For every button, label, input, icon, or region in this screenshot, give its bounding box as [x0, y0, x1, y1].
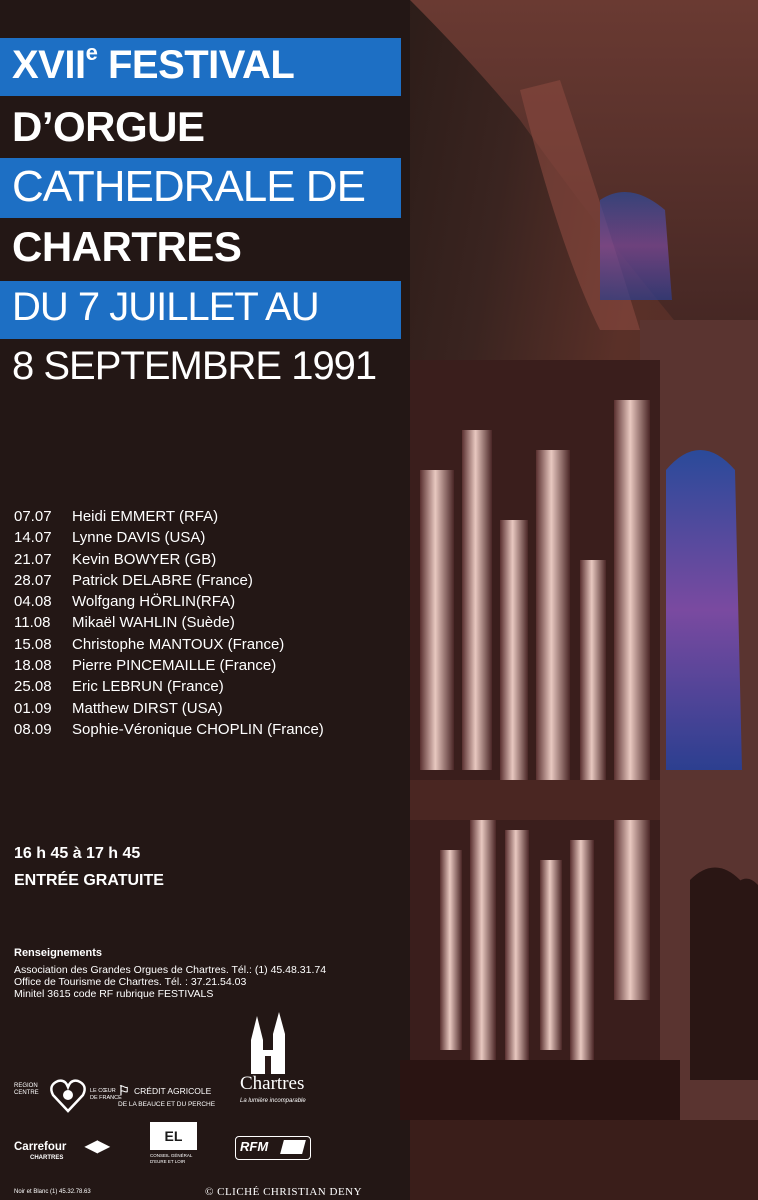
schedule-performer: Mikaël WAHLIN (Suède) — [72, 614, 235, 632]
region-centre-heart-icon — [48, 1075, 88, 1115]
schedule-row — [14, 698, 324, 719]
schedule-row — [14, 506, 324, 527]
festival-superscript: e — [85, 40, 98, 65]
schedule-row — [14, 549, 324, 570]
schedule-performer: Heidi EMMERT (RFA) — [72, 508, 219, 525]
schedule-performer: Pierre PINCEMAILLE (France) — [72, 657, 277, 675]
schedule-performer: Eric LEBRUN (France) — [72, 678, 224, 696]
schedule-row — [14, 591, 324, 612]
carrefour-icon: ◀▶ — [85, 1138, 110, 1155]
city-title: CHARTRES — [12, 223, 242, 270]
schedule-date: 01.09 — [14, 699, 52, 717]
schedule-performer: Christophe MANTOUX (France) — [72, 635, 285, 653]
schedule-row — [14, 655, 324, 676]
schedule-date: 11.08 — [14, 614, 51, 632]
conseil-general-label: CONSEIL GÉNÉRAL D'EURE ET LOIR — [150, 1153, 193, 1164]
schedule-date: 14.07 — [14, 529, 52, 547]
credit-agricole-name: CRÉDIT AGRICOLE — [134, 1086, 212, 1096]
schedule-date: 18.08 — [14, 657, 52, 675]
schedule-row — [14, 570, 324, 591]
schedule-date: 08.09 — [14, 720, 52, 738]
date-range-end: 8 SEPTEMBRE 1991 — [12, 344, 377, 388]
info-line-minitel: Minitel 3615 code RF rubrique FESTIVALS — [14, 988, 214, 1000]
rfm-label: RFM — [240, 1139, 269, 1154]
info-line-association: Association des Grandes Orgues de Chartres. Tél.: (1) 45.48.31.74 — [14, 964, 327, 976]
schedule-performer: Kevin BOWYER (GB) — [72, 550, 217, 568]
date-range-start: DU 7 JUILLET AU — [12, 285, 319, 329]
chartres-logo-text: Chartres — [240, 1073, 305, 1094]
schedule-performer: Patrick DELABRE (France) — [72, 571, 253, 589]
schedule-performer: Matthew DIRST (USA) — [72, 699, 223, 717]
cathedral-title: CATHEDRALE DE — [12, 162, 365, 211]
chartres-tagline: La lumière incomparable — [240, 1098, 306, 1104]
schedule-date: 25.08 — [14, 678, 52, 696]
schedule-date: 21.07 — [14, 550, 52, 568]
schedule-row — [14, 676, 324, 697]
organ-title: D’ORGUE — [12, 103, 205, 150]
rfm-flag-icon — [280, 1140, 306, 1154]
credit-agricole-icon: ⚐ — [118, 1083, 130, 1098]
region-centre-label: REGION CENTRE — [14, 1083, 39, 1096]
info-title: Renseignements — [14, 947, 103, 959]
schedule-date: 04.08 — [14, 593, 52, 611]
schedule-performer: Lynne DAVIS (USA) — [72, 529, 206, 547]
festival-title — [12, 40, 294, 88]
schedule-row — [14, 634, 324, 655]
carrefour-name: Carrefour — [14, 1141, 67, 1153]
conseil-general-icon: EL — [150, 1122, 197, 1150]
schedule-row — [14, 719, 324, 740]
schedule-performer: Sophie-Véronique CHOPLIN (France) — [72, 720, 324, 738]
schedule-row — [14, 527, 324, 548]
carrefour-sub: CHARTRES — [30, 1155, 64, 1161]
concert-schedule — [14, 506, 324, 740]
festival-word: FESTIVAL — [97, 43, 295, 87]
schedule-date: 15.08 — [14, 635, 52, 653]
concert-time: 16 h 45 à 17 h 45 — [14, 845, 141, 862]
chartres-cathedral-icon — [247, 1010, 289, 1076]
photo-credit: © CLICHÉ CHRISTIAN DENY — [205, 1186, 363, 1198]
region-motto: LE CŒUR DE FRANCE — [90, 1088, 122, 1101]
schedule-date: 28.07 — [14, 571, 52, 589]
info-line-tourism: Office de Tourisme de Chartres. Tél. : 37.21.54.03 — [14, 976, 247, 988]
entry-free: ENTRÉE GRATUITE — [14, 872, 164, 889]
printer-credit: Noir et Blanc (1) 45.32.78.63 — [14, 1189, 91, 1195]
schedule-row — [14, 612, 324, 633]
schedule-performer: Wolfgang HÖRLIN(RFA) — [72, 593, 236, 611]
festival-numeral: XVII — [12, 43, 86, 87]
rfm-logo — [235, 1136, 311, 1160]
schedule-date: 07.07 — [14, 508, 52, 525]
credit-agricole-sub: DE LA BEAUCE ET DU PERCHE — [118, 1101, 216, 1108]
